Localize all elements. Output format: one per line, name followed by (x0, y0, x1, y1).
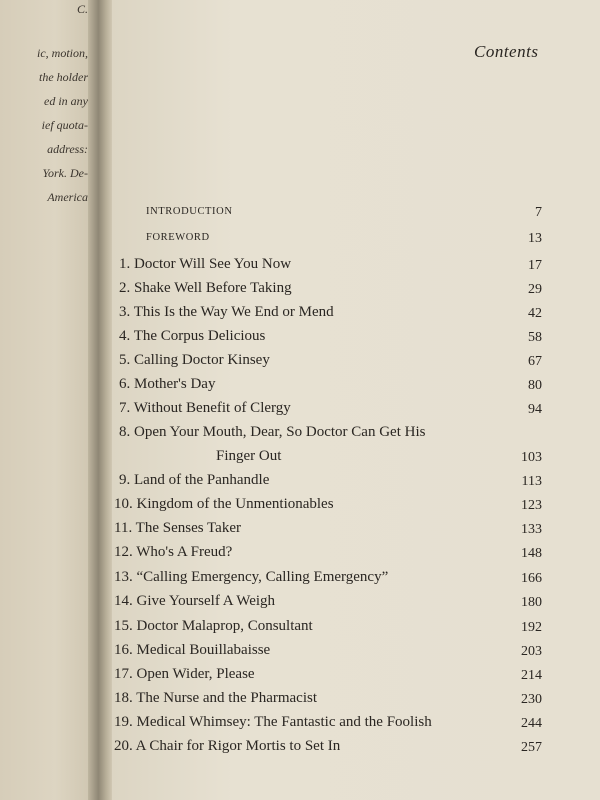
toc-entry-title: 14. Give Yourself A Weigh (114, 593, 276, 609)
toc-page-number: 67 (528, 354, 542, 369)
toc-page-number: 13 (528, 231, 542, 246)
toc-entry-title: 15. Doctor Malaprop, Consultant (114, 618, 313, 634)
toc-page-number: 214 (521, 668, 542, 683)
toc-page-number: 148 (521, 546, 542, 561)
toc-entry-title: 2. Shake Well Before Taking (119, 280, 292, 296)
toc-entry-title: INTRODUCTION (146, 206, 233, 217)
toc-page-number: 230 (521, 692, 542, 707)
left-page-fragment: ed in any (44, 94, 88, 108)
toc-entry-title: 20. A Chair for Rigor Mortis to Set In (114, 738, 341, 754)
toc-page-number: 7 (535, 205, 542, 220)
toc-page-number: 29 (528, 282, 542, 297)
left-page-fragment: ic, motion, (37, 46, 88, 60)
toc-entry-title: 1. Doctor Will See You Now (119, 256, 292, 272)
toc-page-number: 257 (521, 740, 542, 755)
toc-entry-title: 19. Medical Whimsey: The Fantastic and the Foolish (114, 714, 432, 730)
left-page-fragment: America (47, 190, 88, 204)
toc-entry-title: 3. This Is the Way We End or Mend (119, 304, 334, 320)
toc-entry-title: FOREWORD (146, 232, 210, 243)
toc-entry-continuation: Finger Out (216, 448, 282, 464)
toc-entry-title: 6. Mother's Day (119, 376, 216, 392)
book-gutter (88, 0, 114, 800)
toc-page-number: 180 (521, 595, 542, 610)
left-page-fragment: the holder (39, 70, 88, 84)
toc-page-number: 58 (528, 330, 542, 345)
left-page (0, 0, 92, 800)
toc-page-number: 166 (521, 571, 542, 586)
toc-entry-title: 7. Without Benefit of Clergy (119, 400, 291, 416)
toc-page-number: 244 (521, 716, 542, 731)
toc-page-number: 94 (528, 402, 542, 417)
toc-page-number: 80 (528, 378, 542, 393)
toc-page-number: 42 (528, 306, 542, 321)
left-page-fragment: York. De- (42, 166, 88, 180)
toc-entry-title: 10. Kingdom of the Unmentionables (114, 496, 334, 512)
toc-entry-title: 5. Calling Doctor Kinsey (119, 352, 270, 368)
toc-entry-title: 17. Open Wider, Please (114, 666, 255, 682)
toc-entry-title: 11. The Senses Taker (114, 520, 241, 536)
toc-entry-title: 8. Open Your Mouth, Dear, So Doctor Can Get His (119, 424, 426, 440)
left-page-fragment: address: (47, 142, 88, 156)
left-page-fragment: C. (76, 2, 88, 16)
toc-entry-title: 18. The Nurse and the Pharmacist (114, 690, 318, 706)
toc-page-number: 17 (528, 258, 542, 273)
toc-page-number: 133 (521, 522, 542, 537)
toc-entry-title: 16. Medical Bouillabaisse (114, 642, 271, 658)
page-title: Contents (474, 42, 539, 61)
toc-page-number: 192 (521, 620, 542, 635)
toc-page-number: 113 (521, 474, 542, 489)
toc-page-number: 103 (521, 450, 542, 465)
toc-entry-title: 13. “Calling Emergency, Calling Emergency” (114, 569, 389, 585)
toc-page-number: 123 (521, 498, 542, 513)
left-page-fragment: ief quota- (41, 118, 88, 132)
toc-entry-title: 12. Who's A Freud? (114, 544, 233, 560)
toc-entry-title: 9. Land of the Panhandle (119, 472, 270, 488)
toc-page-number: 203 (521, 644, 542, 659)
toc-entry-title: 4. The Corpus Delicious (119, 328, 266, 344)
